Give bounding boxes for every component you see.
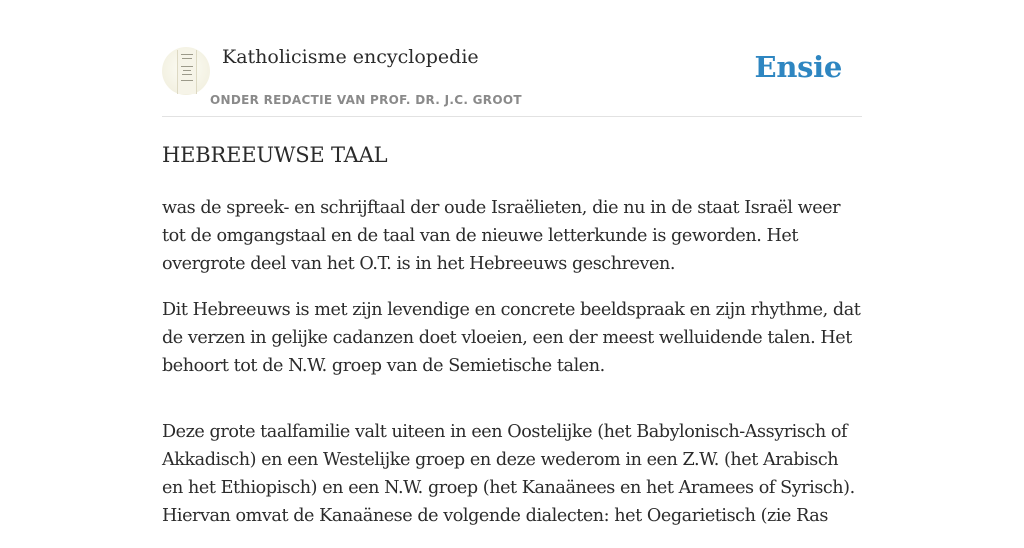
site-title[interactable]: Katholicisme encyclopedie <box>222 46 479 68</box>
article-paragraph: was de spreek- en schrijftaal der oude Israëlieten, die nu in de staat Israël weer tot de omgangstaal en de taal van de nieuwe letterkunde is geworden. Het overgrote deel van het O.T. is in het Hebreeuws geschreven. <box>162 198 841 274</box>
editor-subtitle: ONDER REDACTIE VAN PROF. DR. J.C. GROOT <box>210 93 522 107</box>
article-paragraph: Dit Hebreeuws is met zijn levendige en concrete beeldspraak en zijn rhythme, dat de verzen in gelijke cadanzen doet vloeien, een der meest welluidende talen. Het behoort tot de N.W. groep van de Semietische talen. <box>162 300 861 376</box>
article-paragraph: Deze grote taalfamilie valt uiteen in een Oostelijke (het Babylonisch-Assyrisch of Akkadisch) en een Westelijke groep en deze wederom in een Z.W. (het Arabisch en het Ethiopisch) en een N.W. groep (het Kanaänees en het Aramees of Syrisch). Hiervan omvat de Kanaänese de volgende dialecten: het Oegarietisch (zie Ras <box>162 422 855 526</box>
article-content <box>162 140 862 548</box>
site-header <box>162 0 862 117</box>
book-cover-logo-icon[interactable] <box>162 47 210 95</box>
article-title: HEBREEUWSE TAAL <box>162 143 388 167</box>
ensie-brand-link[interactable]: Ensie <box>754 50 842 84</box>
